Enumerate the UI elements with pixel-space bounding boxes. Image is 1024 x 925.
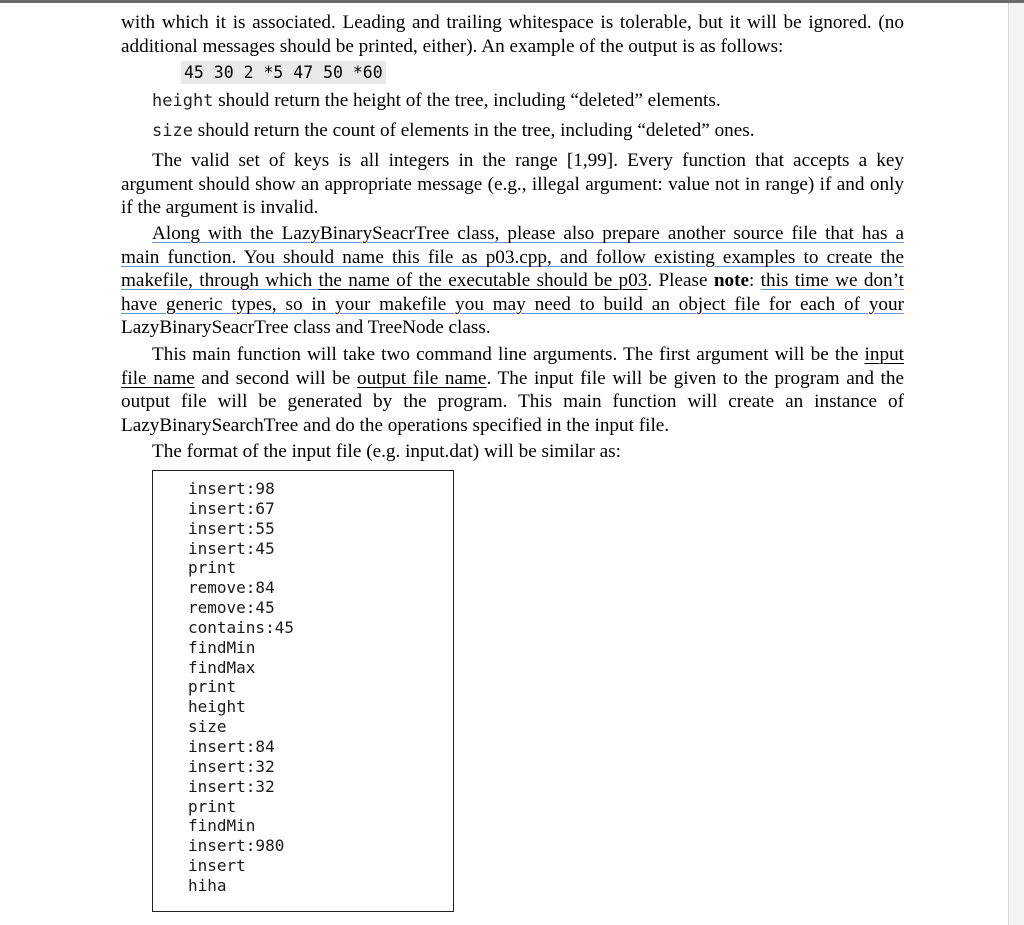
paragraph-valid-keys	[121, 149, 904, 220]
input-line: insert:55	[188, 518, 275, 538]
input-line: insert:32	[188, 776, 275, 796]
along-text-3: . Please	[647, 270, 714, 291]
document-page	[0, 3, 1009, 925]
input-line: contains:45	[188, 617, 294, 637]
paragraph-main-function	[121, 343, 904, 437]
paragraph-output-description	[121, 11, 904, 58]
main-text-3: . The input file will be given to the program and the output file will be generated by the program. This main function will create an instance of LazyBinarySearchTree and do the operations specified in the input file.	[121, 367, 904, 436]
input-file-name-underlined: input file name	[121, 344, 904, 389]
input-line: print	[188, 677, 237, 697]
size-code: size	[152, 121, 193, 141]
output-file-name-underlined: output file name	[356, 367, 487, 389]
paragraph-source-file	[121, 222, 904, 340]
input-line: insert	[188, 856, 246, 876]
input-line: height	[188, 697, 246, 717]
main-text-2: and second will be	[194, 367, 357, 389]
input-line: findMin	[188, 637, 256, 657]
generic-types-underlined: this time we don’t have generic types, so in your makefile you may need to build an object file for each of your	[121, 270, 904, 315]
input-format-intro: The format of the input file (e.g. input.dat) will be similar as:	[152, 441, 621, 462]
input-line: print	[188, 796, 237, 816]
input-line: print	[188, 558, 237, 578]
input-file-example-box	[152, 470, 454, 912]
note-bold: note	[713, 270, 749, 291]
height-code: height	[152, 91, 214, 111]
along-text-1: Along with the LazyBinarySeacrTree class, please also prepare another source file that has a main function. You should name this file as p03.cpp, and follow existing examples to create the makefile, through which	[121, 223, 904, 291]
input-line: insert:98	[188, 479, 275, 498]
along-text-4: :	[748, 270, 761, 291]
input-line: insert:84	[188, 736, 275, 756]
input-line: hiha	[188, 875, 227, 895]
main-text-1: This main function will take two command line arguments. The first argument will be the	[152, 344, 865, 365]
height-text: should return the height of the tree, including “deleted” elements.	[213, 90, 721, 111]
input-line: findMax	[188, 657, 256, 677]
viewer-gutter	[1009, 3, 1024, 925]
height-description	[152, 89, 721, 114]
input-line: insert:32	[188, 756, 275, 776]
executable-name-underlined: the name of the executable should be p03	[318, 270, 648, 291]
input-line: findMin	[188, 816, 256, 836]
input-line: insert:67	[188, 498, 275, 518]
size-description	[152, 119, 755, 144]
size-text: should return the count of elements in the tree, including “deleted” ones.	[192, 120, 755, 141]
input-line: size	[188, 717, 227, 737]
example-output-code: 45 30 2 *5 47 50 *60	[181, 61, 386, 84]
input-line: insert:980	[188, 836, 285, 856]
valid-keys-text: The valid set of keys is all integers in the range [1,99]. Every function that accepts a key argument should show an appropriate message (e.g., illegal argument: value not in range) if and only if the argument is invalid.	[121, 150, 904, 218]
input-line: remove:45	[188, 598, 275, 618]
input-line: remove:84	[188, 578, 275, 598]
paragraph-output-text: with which it is associated. Leading and trailing whitespace is tolerable, but it will be ignored. (no additional messages should be printed, either). An example of the output is as follows:	[121, 12, 904, 57]
along-text-6: LazyBinarySeacrTree class and TreeNode class.	[121, 317, 491, 338]
input-file-lines	[188, 479, 294, 896]
input-line: insert:45	[188, 538, 275, 558]
